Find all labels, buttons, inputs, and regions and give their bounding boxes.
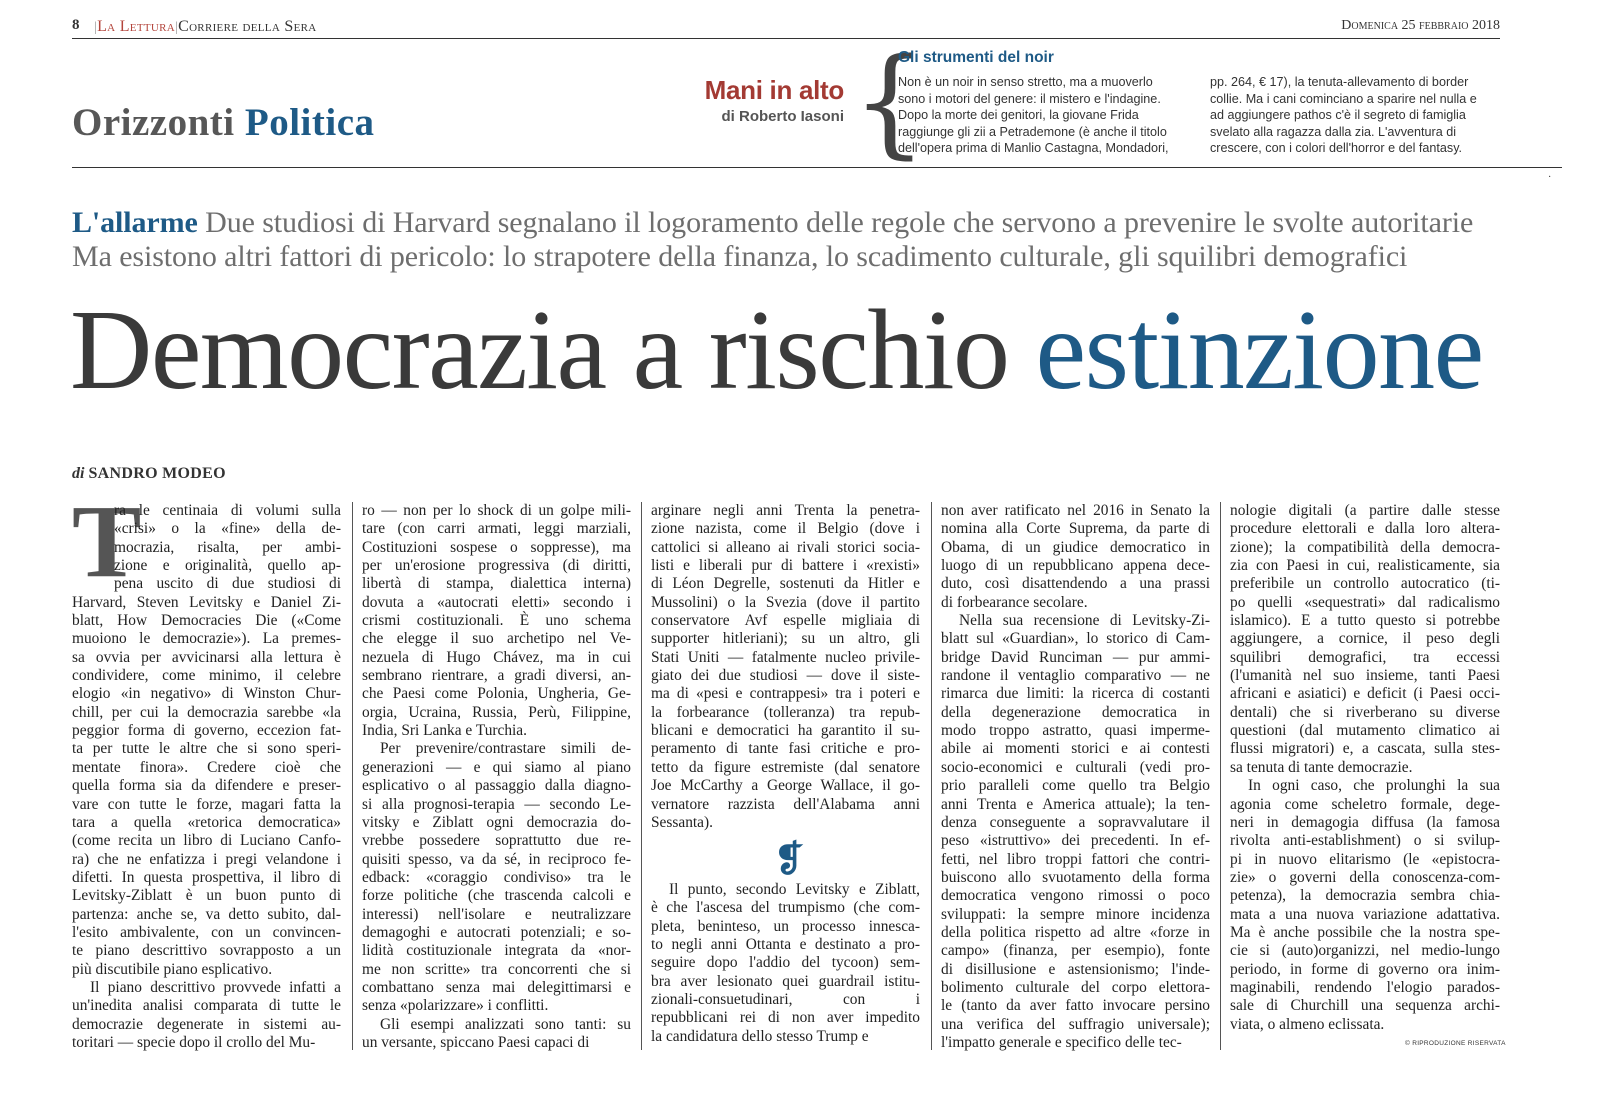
article-line: più discutibile piano esplicativo. (72, 960, 273, 978)
noir-line: svelato alla ragazza dalla zia. L'avventura di (1210, 124, 1457, 139)
article-line: squilibri demografici, tra eccessi (1230, 648, 1500, 666)
article-line: pleta, beninteso, un processo innesca- (651, 917, 920, 935)
article-line: preferibile un controllo autocratico (ti- (1230, 575, 1500, 593)
article-line: cattolici si alleano ai rivali storici socia- (651, 538, 920, 556)
page-folio (72, 17, 1500, 39)
article-line: modo troppo astratto, quasi imperme- (941, 722, 1210, 740)
article-line: procedure elettorali e dalla loro altera- (1230, 520, 1500, 538)
article-line: di disillusione e astensionismo; l'inde- (941, 960, 1210, 978)
article-line: dovuta a «autocrati eletti» secondo i (362, 593, 631, 611)
section-sub: Politica (244, 101, 375, 144)
column-rule (931, 502, 932, 1050)
article-line: elogio «in negativo» di Winston Chur- (72, 685, 341, 703)
article-line: Nella sua recensione di Levitsky-Zi- (959, 612, 1210, 630)
column-rule (641, 502, 642, 1050)
noir-line: raggiunge gli zii a Petrademone (è anche il titolo (898, 124, 1167, 139)
article-line: si alla prognosi-terapia — secondo Le- (362, 795, 631, 813)
article-line: buiscono allo svuotamento della forma (941, 868, 1210, 886)
noir-line: sono i motori del genere: il mistero e l'indagine. (898, 91, 1161, 106)
article-line: demagoghi e autocrati potenziali; e so- (362, 923, 631, 941)
article-line: arginare negli anni Trenta la penetra- (651, 502, 920, 519)
article-line: peso «istruttivo» dei precedenti. In ef- (941, 832, 1210, 850)
article-line: Levitsky-Ziblatt è un buon punto di (72, 887, 341, 905)
article-line: maginabili, rendendo l'elogio parados- (1230, 978, 1500, 996)
article-line: tara a quella «retorica democratica» (72, 813, 341, 831)
article-line: neri in demagogia diffusa (la famosa (1230, 813, 1500, 831)
article-line: abile ai momenti storici e ai contesti (941, 740, 1210, 758)
byline (72, 465, 226, 483)
article-line: periodo, in forme di governo ora inim- (1230, 960, 1500, 978)
article-line: un versante, spiccano Paesi capaci di (362, 1033, 590, 1051)
article-line: sa ovvia per avvicinarsi alla lettura è (72, 648, 341, 666)
noir-book-author: di Roberto Iasoni (721, 108, 844, 125)
article-line: esplicativo o al passaggio dalla diagno- (362, 777, 631, 795)
byline-author: SANDRO MODEO (88, 465, 226, 482)
article-line: interessi) nell'isolare e neutralizzare (362, 905, 631, 923)
section-break-icon: ❡ (774, 839, 805, 879)
article-line: democrazie degenerate in sistemi au- (72, 1015, 341, 1033)
article-line: zione nazista, come il Belgio (dove i (651, 520, 920, 538)
article-line: Il piano descrittivo provvede infatti a (90, 978, 341, 996)
article-line: listi e liberali pur di battere i «rexisti» (651, 557, 920, 575)
page-number: 8 (72, 17, 80, 33)
article-line: Gli esempi analizzati sono tanti: su (380, 1015, 631, 1033)
headline-main: Democrazia a rischio (70, 286, 1009, 413)
header-divider (72, 167, 1562, 168)
article-line: tare (con carri armati, leggi marziali, (362, 520, 631, 538)
article-line: fetti, nel libro troppi fattori che contri- (941, 850, 1210, 868)
article-line: nezuela di Hugo Chávez, ma in cui (362, 648, 631, 666)
article-line: ta per tutte le altre che si sono speri- (72, 740, 341, 758)
article-line: blicani e democratici ha garantito il su- (651, 722, 920, 740)
article-line: Sessanta). (651, 813, 713, 831)
article-line: seguire dopo l'addio del tycoon) sem- (651, 954, 920, 972)
article-line: combattano senza mai delegittimarsi e (362, 978, 631, 996)
article-line: tetto da figure estremiste (dal senatore (651, 758, 920, 776)
noir-line: dell'opera prima di Manlio Castagna, Mondadori, (898, 141, 1169, 156)
article-line: pena uscito di due studiosi di (114, 575, 341, 593)
noir-line: collie. Ma i cani cominciano a sparire nel nulla e (1210, 91, 1477, 106)
article-line: nologie digitali (a partire dalle stesse (1230, 502, 1500, 519)
article-line: cie si (auto)organizzi, nel medio-lungo (1230, 942, 1500, 960)
issue-date: Domenica 25 febbraio 2018 (1341, 18, 1500, 33)
article-line: Mussolini) o la Svezia (dove il partito (651, 593, 920, 611)
section-header (72, 100, 375, 145)
article-line: agonia come scheletro formale, dege- (1230, 795, 1500, 813)
article-line: mentate finora». Credere cioè che (72, 758, 341, 776)
article-line: petenza), la democrazia sembra chia- (1230, 887, 1500, 905)
article-line: le (tanto da aver fatto invocare persino (941, 997, 1210, 1015)
kicker (72, 206, 1473, 274)
article-line: l'impatto generale e specifico delle tec- (941, 1033, 1182, 1051)
noir-book-title: Mani in alto (704, 75, 844, 105)
article-line: Per prevenire/contrastare simili de- (380, 740, 631, 758)
article-line: ro — non per lo shock di un golpe mili- (362, 502, 631, 519)
article-line: dentali) che si riverberano su diverse (1230, 703, 1500, 721)
article-line: supporter hitleriani); su un altro, gli (651, 630, 920, 648)
noir-text-col-2 (1210, 74, 1500, 157)
article-line: sale di Churchill una sequenza archi- (1230, 997, 1500, 1015)
article-line: vrebbe possedere soprattutto due re- (362, 832, 631, 850)
article-line: lidità costituzionale integrata da «nor- (362, 942, 631, 960)
article-line: socio-economici e culturali (vedi pro- (941, 758, 1210, 776)
article-line: repubblicani rei di non aver impedito (651, 1009, 920, 1027)
article-line: ra le centinaia di volumi sulla (114, 502, 341, 519)
article-line: Harvard, Steven Levitsky e Daniel Zi- (72, 593, 341, 611)
curly-brace-ornament: { (852, 32, 928, 170)
article-line: islamico). E a tutto questo si potrebbe (1230, 612, 1500, 630)
article-line: bridge David Runciman — pur ammi- (941, 648, 1210, 666)
article-line: Ma è anche possibile che la nostra spe- (1230, 923, 1500, 941)
article-line: nomina alla Corte Suprema, da parte di (941, 520, 1210, 538)
article-line: la forbearance (tolleranza) tra repub- (651, 703, 920, 721)
noir-line: crescere, con i colori dell'horror e del fantasy. (1210, 141, 1463, 156)
article-line: partenza: anche se, va detto subito, dal- (72, 905, 341, 923)
headline-highlight: estinzione (1035, 286, 1483, 413)
article-line: libertà di stampa, dialettica interna) (362, 575, 631, 593)
article-line: rivolta anti-establishment) o si svilup- (1230, 832, 1500, 850)
article-line: vare con tutte le forze, magari fatta la (72, 795, 341, 813)
article-line: prio paralleli come quello tra Belgio (941, 777, 1210, 795)
article-line: mocrazia, risalta, per ambi- (114, 538, 341, 556)
article-line: toritari — specie dopo il crollo del Mu- (72, 1033, 316, 1051)
article-line: una verifica del suffragio universale); (941, 1015, 1210, 1033)
article-line: muoiono le democrazie»). La premes- (72, 630, 341, 648)
article-line: un'inedita analisi comparata di tutte le (72, 997, 341, 1015)
noir-line: Dopo la morte dei genitori, la giovane Frida (898, 108, 1139, 123)
article-line: zionali-consuetudinari, con i (651, 990, 920, 1008)
article-line: flussi migratori) e, a cascata, sulla stes- (1230, 740, 1500, 758)
article-line: campo» (finanza, per esempio), fonte (941, 942, 1210, 960)
article-line: sembrano rientrare, a gradi diversi, an- (362, 667, 631, 685)
article-line: sviluppati: la sempre minore incidenza (941, 905, 1210, 923)
article-line: duto, così disattendendo a una prassi (941, 575, 1210, 593)
article-line: India, Sri Lanka e Turchia. (362, 722, 527, 740)
article-line: Obama, di un giudice democratico in (941, 538, 1210, 556)
article-line: Il punto, secondo Levitsky e Ziblatt, (669, 880, 920, 898)
article-line: sa tenuta di tante democrazie. (1230, 758, 1413, 776)
article-line: me non scritte» tra concorrenti che si (362, 960, 631, 978)
article-column-1 (72, 502, 341, 1052)
column-rule (1220, 502, 1221, 1050)
article-line: questioni (dal mutamento climatico ai (1230, 722, 1500, 740)
article-line: condividere, come minimo, il celebre (72, 667, 341, 685)
kicker-line-2: Ma esistono altri fattori di pericolo: lo strapotere della finanza, lo scadimento culturale, gli squilibri demografici (72, 240, 1408, 273)
article-line: chill, per cui la democrazia sarebbe «la (72, 703, 341, 721)
article-line: peggior forma di governo, eccezion fat- (72, 722, 341, 740)
noir-text-col-1 (898, 74, 1198, 157)
article-line: aggiungere, a cornice, il peso degli (1230, 630, 1500, 648)
article-line: giato dei due studiosi — dove il siste- (651, 667, 920, 685)
article-line: zie» o governi della conoscenza-com- (1230, 868, 1500, 886)
article-line: vitsky e Ziblatt ogni democrazia do- (362, 813, 631, 831)
article-line: bolimento culturale del corpo elettora- (941, 978, 1210, 996)
article-line: orgia, Ucraina, Russia, Perù, Filippine, (362, 703, 631, 721)
noir-line: pp. 264, € 17), la tenuta-allevamento di border (1210, 75, 1469, 89)
kicker-line-1: Due studiosi di Harvard segnalano il logoramento delle regole che servono a prevenire le svolte autoritarie (205, 206, 1474, 239)
noir-line: ad aggiungere pathos c'è il segreto di famiglia (1210, 108, 1466, 123)
supplement-name: La Lettura (97, 18, 175, 35)
newspaper-name: Corriere della Sera (178, 18, 317, 35)
article-line: peramento di tante fasi critiche e pro- (651, 740, 920, 758)
article-column-2 (362, 502, 631, 1052)
article-line: difetti. In questa prospettiva, il libro di (72, 868, 341, 886)
article-line: della degenerazione democratica in (941, 703, 1210, 721)
article-line: che Paesi come Polonia, Ungheria, Ge- (362, 685, 631, 703)
article-line: forze politiche (che trascenda calcoli e (362, 887, 631, 905)
article-column-5 (1230, 502, 1500, 1034)
article-line: pi in nuovo elitarismo (le «epistocra- (1230, 850, 1500, 868)
drop-cap: T (72, 484, 142, 599)
article-line: (l'umanità nel suo insieme, tanti Paesi (1230, 667, 1500, 685)
crop-mark: · (1548, 172, 1552, 183)
section-main: Orizzonti (72, 101, 235, 144)
article-line: te piano descrittivo sovrapposto a un (72, 942, 341, 960)
article-line: Joe McCarthy a George Wallace, il go- (651, 777, 920, 795)
article-line: quella forma sia da difendere e preser- (72, 777, 341, 795)
article-line: crismi costituzionali. È uno schema (362, 612, 631, 630)
article-line: rimarca due limiti: la ricerca di costanti (941, 685, 1210, 703)
article-line: di Léon Degrelle, sostenuti da Hitler e (651, 575, 920, 593)
article-line: zione); la compatibilità della democra- (1230, 538, 1500, 556)
article-line: denza conseguente a sopravvalutare il (941, 813, 1210, 831)
article-line: che elegge il suo archetipo nel Ve- (362, 630, 631, 648)
article-line: Stati Uniti — fatalmente nucleo privile- (651, 648, 920, 666)
article-line: viata, o almeno eclissata. (1230, 1015, 1385, 1033)
article-line: senza «polarizzare» i conflitti. (362, 997, 549, 1015)
article-line: In ogni caso, che prolunghi la sua (1248, 777, 1500, 795)
article-line: Costituzioni sospese o soppresse), ma (362, 538, 631, 556)
article-line: anni Trenta e America attuale); la ten- (941, 795, 1210, 813)
article-line: conservatore Avf espelle migliaia di (651, 612, 920, 630)
copyright-notice: © RIPRODUZIONE RISERVATA (1405, 1040, 1506, 1047)
noir-heading: Gli strumenti del noir (898, 49, 1054, 66)
article-line: quisiti spesso, va da sé, in reciproco fe- (362, 850, 631, 868)
article-line: è che l'ascesa del trumpismo (che com- (651, 899, 920, 917)
headline (70, 286, 1483, 414)
noir-line: Non è un noir in senso stretto, ma a muoverlo (898, 75, 1153, 89)
article-line: ma di «pesi e contrappesi» tra i poteri e (651, 685, 920, 703)
masthead-brand: |La Lettura|Corriere della Sera (94, 18, 317, 35)
article-line: blatt, How Democracies Die («Come (72, 612, 341, 630)
noir-book (640, 75, 844, 125)
article-line: (come recita un libro di Luciano Canfo- (72, 832, 341, 850)
article-column-3 (651, 502, 920, 1046)
article-line: mata a una nuova variazione adattativa. (1230, 905, 1500, 923)
article-line: la candidatura dello stesso Trump e (651, 1027, 869, 1045)
article-line: po quelli «sequestrati» dal radicalismo (1230, 593, 1500, 611)
article-line: ra) che ne enfatizza i pregi velandone i (72, 850, 341, 868)
column-rule (352, 502, 353, 1050)
article-line: generazioni — e qui siamo al piano (362, 758, 631, 776)
article-line: vernatore razzista dell'Alabama anni (651, 795, 920, 813)
article-line: luogo di un repubblicano appena dece- (941, 557, 1210, 575)
article-line: zia con Paesi in cui, realisticamente, sia (1230, 557, 1500, 575)
article-line: to negli anni Ottanta e destinato a pro- (651, 935, 920, 953)
byline-prefix: di (72, 465, 85, 482)
article-line: non aver ratificato nel 2016 in Senato la (941, 502, 1210, 519)
article-line: «crisi» o la «fine» della de- (114, 520, 341, 538)
article-line: democratica vengono rimossi o poco (941, 887, 1210, 905)
article-line: africani e asiatici) e deficit (i Paesi occi- (1230, 685, 1500, 703)
article-line: bra aver lesionato quei guardrail istitu- (651, 972, 920, 990)
article-column-4 (941, 502, 1210, 1052)
article-line: l'esito ambivalente, con un convincen- (72, 923, 341, 941)
article-line: della politica rispetto ad altre «forze in (941, 923, 1210, 941)
article-line: randone il ventaglio comparativo — ne (941, 667, 1210, 685)
article-line: zione e originalità, quello ap- (114, 557, 341, 575)
article-line: blatt sul «Guardian», lo storico di Cam- (941, 630, 1210, 648)
article-line: per un'erosione progressiva (di diritti, (362, 557, 631, 575)
article-line: edback: «coraggio condiviso» tra le (362, 868, 631, 886)
kicker-label: L'allarme (72, 206, 198, 239)
article-line: di forbearance secolare. (941, 593, 1088, 611)
